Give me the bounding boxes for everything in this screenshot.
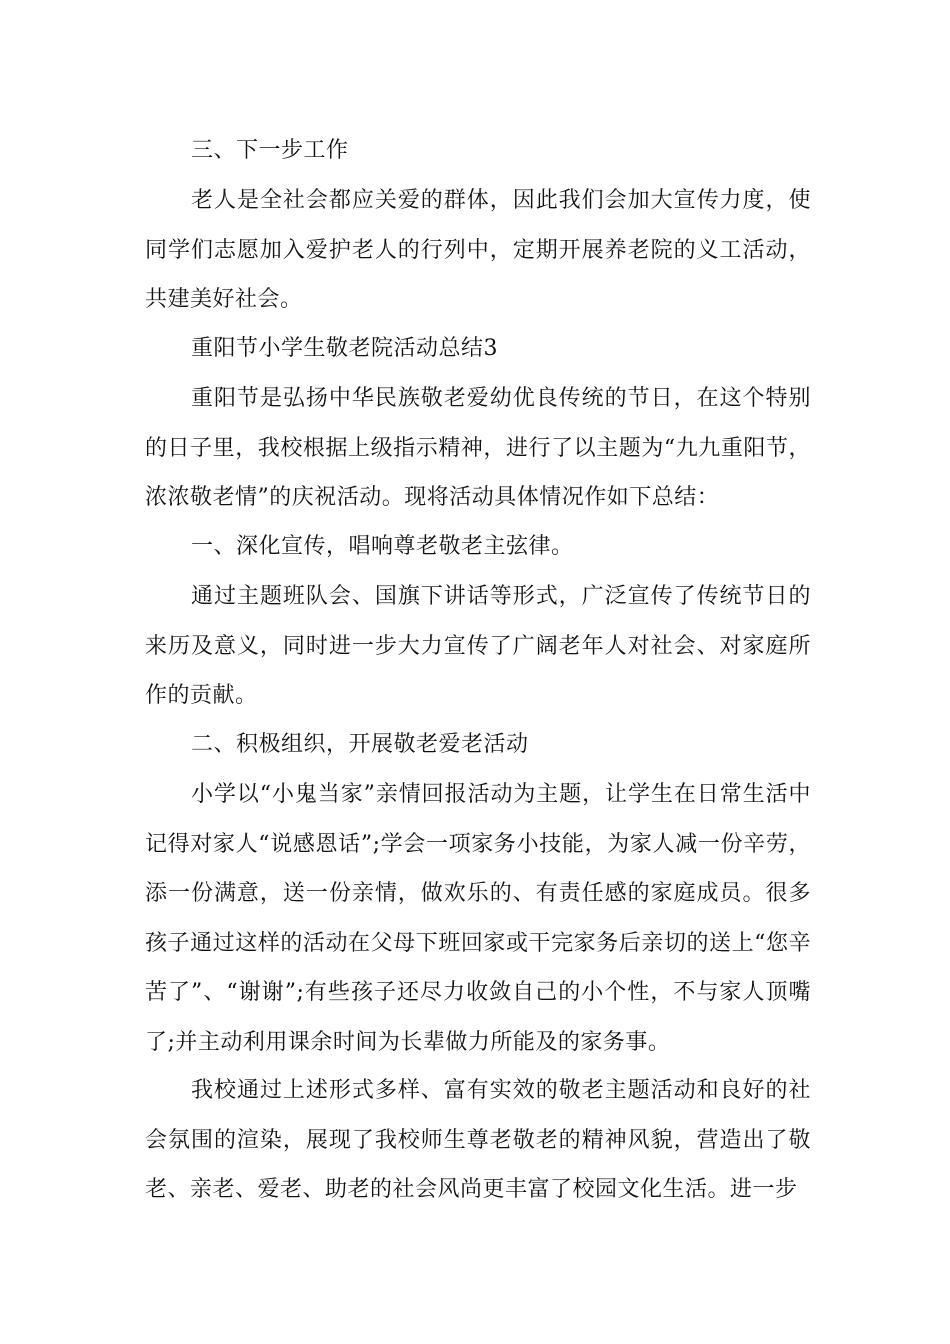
- paragraph-6: 通过主题班队会、国旗下讲话等形式，广泛宣传了传统节日的来历及意义，同时进一步大力宣传了广阔老年人对社会、对家庭所作的贡献。: [145, 584, 811, 708]
- paragraph-2: 老人是全社会都应关爱的群体，因此我们会加大宣传力度，使同学们志愿加入爱护老人的行列中，定期开展养老院的义工活动，共建美好社会。: [145, 188, 811, 312]
- paragraph-9: 我校通过上述形式多样、富有实效的敬老主题活动和良好的社会氛围的渲染，展现了我校师生尊老敬老的精神风貌，营造出了敬老、亲老、爱老、助老的社会风尚更丰富了校园文化生活。进一步: [145, 1078, 811, 1202]
- paragraph-7: 二、积极组织，开展敬老爱老活动: [191, 732, 529, 757]
- paragraph-4: 重阳节是弘扬中华民族敬老爱幼优良传统的节日，在这个特别的日子里，我校根据上级指示精神，进行了以主题为“九九重阳节，浓浓敬老情”的庆祝活动。现将活动具体情况作如下总结：: [145, 386, 811, 510]
- paragraph-5: 一、深化宣传，唱响尊老敬老主弦律。: [191, 534, 574, 559]
- paragraph-8: 小学以“小鬼当家”亲情回报活动为主题，让学生在日常生活中记得对家人“说感恩话”;学会一项家务小技能，为家人减一份辛劳，添一份满意，送一份亲情，做欢乐的、有责任感的家庭成员。很多孩子通过这样的活动在父母下班回家或干完家务后亲切的送上“您辛苦了”、“谢谢”;有些孩子还尽力收敛自己的小个性，不与家人顶嘴了;并主动利用课余时间为长辈做力所能及的家务事。: [145, 782, 811, 1055]
- paragraph-1: 三、下一步工作: [191, 138, 349, 163]
- paragraph-3: 重阳节小学生敬老院活动总结3: [191, 336, 498, 361]
